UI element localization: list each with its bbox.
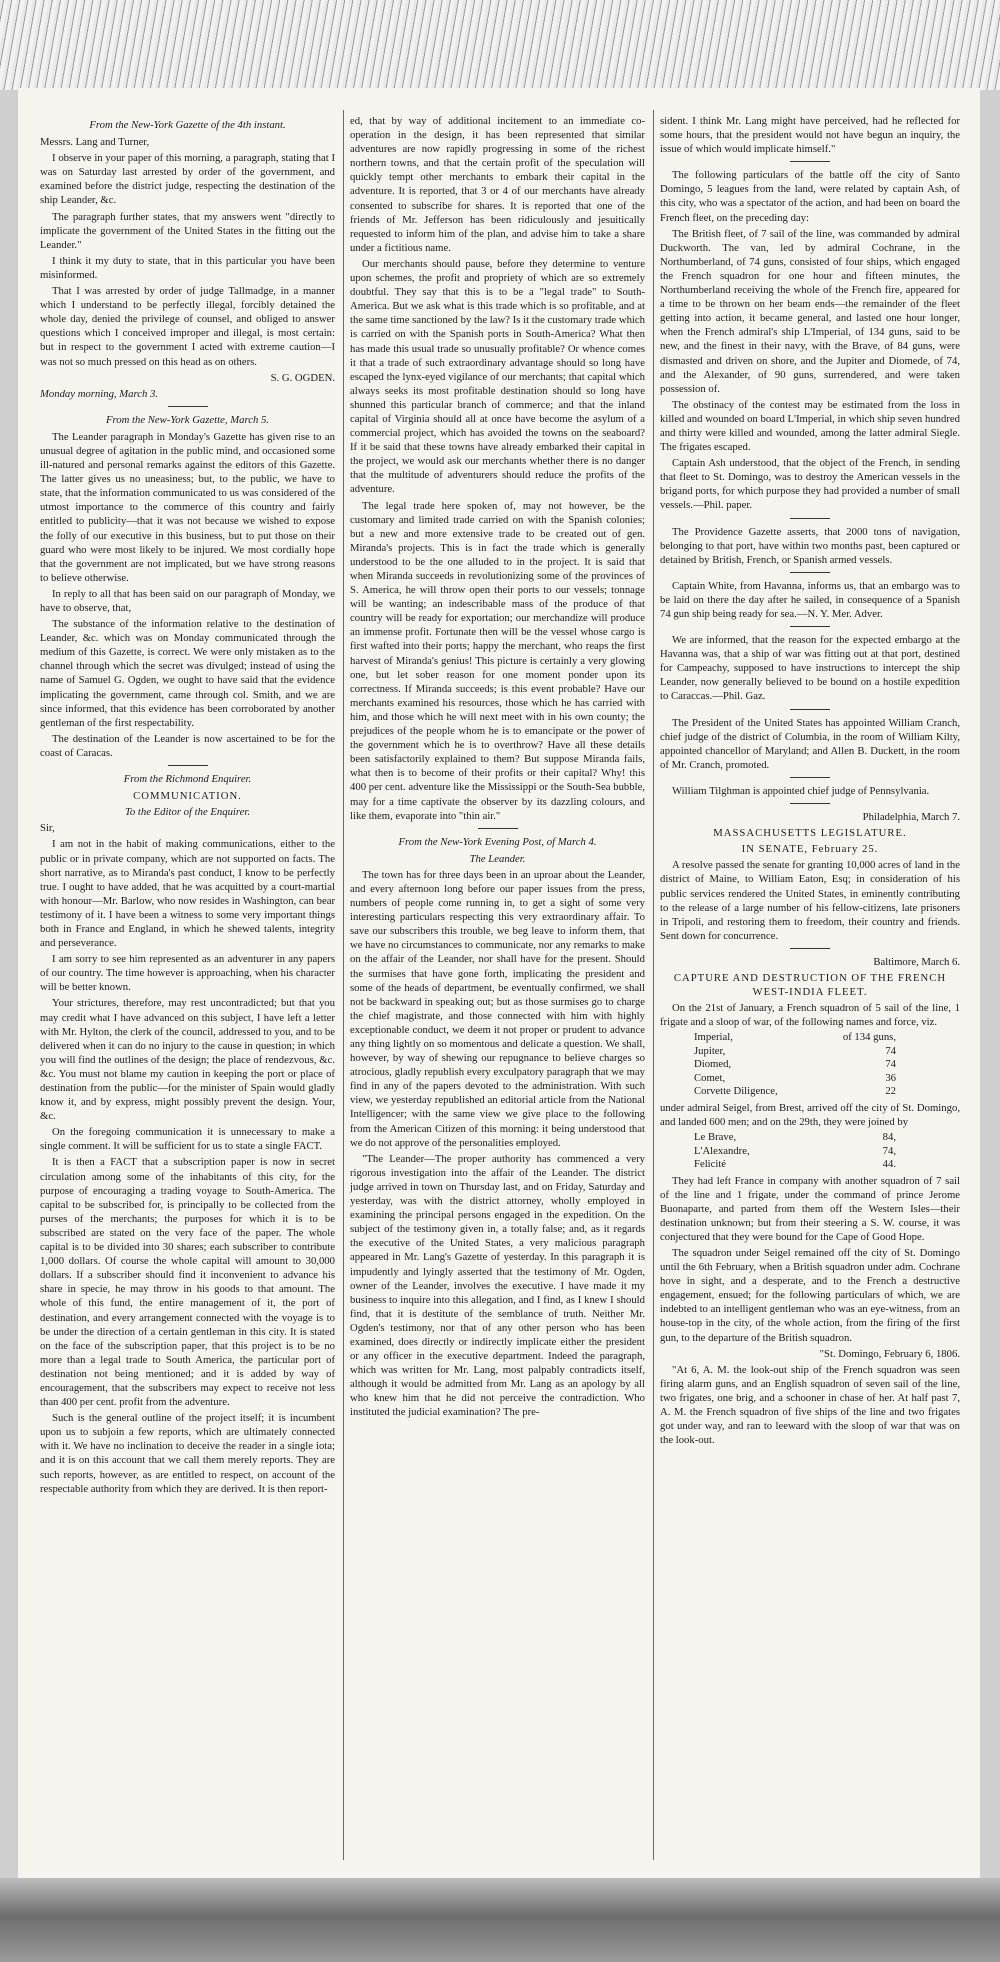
separator [790, 803, 830, 804]
ship-guns: 74 [885, 1058, 896, 1071]
section-subheading: To the Editor of the Enquirer. [124, 806, 251, 819]
source-line: From the New-York Gazette, March 5. [106, 413, 269, 426]
dateline: Monday morning, March 3. [40, 387, 159, 400]
paragraph: Your strictures, therefore, may rest uncontradicted; but that you may credit what I have advanced on this subject, I have left a letter with Mr. Hylton, the clerk of the council, addressed to you, and to be delivered when it can do no injury to the cause in question; in which you will find the outlines of the design; the place of rendezvous, &c. &c. You must not blame my caution in keeping the port or place of destination from the public—for the minister of Spain would gladly know it, and by express, might possibly prevent the design. Your, &c. [40, 997, 335, 1123]
ship-guns: 74, [882, 1144, 896, 1157]
paragraph: I am not in the habit of making communications, either to the public or in private company, which are not supported on facts. The short narrative, as to Miranda's past conduct, I know to be perfectly true. I ought to have added, that he was acquitted by a court-martial with honour—Mr. Barlow, who now resides in Washington, can bear testimony of it. I have been a witness to some very important things both in France and England, in which he shewed talents, integrity and perseverance. [40, 838, 335, 950]
dateline: Baltimore, March 6. [873, 955, 960, 968]
separator [168, 406, 208, 407]
column-3 [660, 114, 960, 1859]
paragraph: "At 6, A. M. the look-out ship of the French squadron was seen firing alarm guns, and an English squadron of seven sail of the line, two frigates, one brig, and a schooner in chase of her. At half past 7, A. M. the French squadron of five ships of the line and two frigates got under way, and ran to leeward with the sloop of war that was on the look-out. [660, 1363, 960, 1447]
salutation: Sir, [40, 822, 55, 835]
paragraph: The legal trade here spoken of, may not however, be the customary and limited trade carried on with the Spanish colonies; but a new and more extensive trade to be created out of gen. Miranda's projects. This is in fact the trade which is generally understood to be the one alluded to in the project. It is said that when Miranda succeeds in revolutionizing some of the provinces of S. America, he will throw open their ports to our vessels; tonnage will be wanting; an indescribable mass of the produce of that country will be ready for exportation; our merchandize will produce an immense profit. Fortunate then will be the vessel whose cargo is first wafted into their ports; happy the merchant, who reaps the first harvest of Miranda's genius! This picture is certainly a very glowing one, but let sober reason for one moment ponder upon its correctness. If Miranda succeeds; is this event probable? Have our merchants examined his resources, those which he has carried with him, and those which he will next meet with in his own county; the prejudices of the people whom he is to emancipate or the power of the government which he is to overthrow? Have all these details been satisfactorily explained to them? But suppose Miranda fails, what then is to become of their profits or their capital? Why! this 400 per cent. adventure like the Mississippi or the South-Sea bubble, may for a time captivate the observer by its dazzling colours, and like them, evaporate into "thin air." [350, 499, 645, 822]
paragraph: The substance of the information relative to the destination of Leander, &c. which was on Monday communicated through the medium of this Gazette, is correct. We were only mistaken as to the channel through which the secret was divulged; instead of using the name of Samuel G. Ogden, we ought to have said that the evidence implicating the government, came through col. Smith, and we are since informed, that this evidence has been corroborated by another gentleman of the first respectability. [40, 618, 335, 729]
paragraph: Captain Ash understood, that the object of the French, in sending that fleet to St. Domingo, was to destroy the American vessels in the brigand ports, for which purpose they had provided a number of small vessels.—Phil. paper. [660, 457, 960, 512]
paragraph: The paragraph further states, that my answers went "directly to implicate the government of the United States in the fitting out the Leander." [40, 210, 335, 251]
column-1 [40, 114, 335, 1859]
ship-name: Corvette Diligence, [694, 1085, 778, 1098]
paragraph: Our merchants should pause, before they determine to venture upon schemes, the profit and propriety of which are so extremely doubtful. They say that this is to be a "legal trade" to South-America. But we ask what is this trade which is so profitable, and at the same time sanctioned by the law? Is it the customary trade which is carried on with the Spanish ports in South-America? What then has made this usual trade so unusually profitable? Or whence comes it that a trade of such extraordinary advantage should so long have escaped the lynx-eyed vigilance of our merchants; that capital which always seeks its most profitable destination should so long have shunned this particular branch of commerce; and that the inland capital of Virginia should all at once have become the asylum of a commercial project, which has avoided the towns on the seaboard? If it be said that these towns have already embarked their capital in the project, we would ask our merchants whether there is no danger that the multitude of adventurers should reduce the profits of the adventure. [350, 257, 645, 496]
source-line: From the New-York Gazette of the 4th instant. [89, 119, 286, 131]
scan-bottom-edge [0, 1878, 1000, 1962]
ship-name: L'Alexandre, [694, 1144, 750, 1157]
signature: S. G. OGDEN. [270, 371, 335, 384]
paragraph: sident. I think Mr. Lang might have perceived, had he reflected for some hours, that the president would not have begun an inquiry, the issue of which would implicate himself." [660, 115, 960, 156]
scan-top-edge [0, 0, 1000, 90]
separator [790, 777, 830, 778]
ship-guns: 84, [882, 1131, 896, 1144]
paragraph: A resolve passed the senate for granting 10,000 acres of land in the district of Maine, to William Eaton, Esq; in consideration of his public services rendered the United States, in eminently contributing to the release of a large number of his fellow-citizens, late prisoners in Tripoli, and restoring them to freedom, their country and friends. Sent down for concurrence. [660, 859, 960, 942]
ship-guns: 44. [882, 1158, 896, 1171]
paragraph: "The Leander—The proper authority has commenced a very rigorous investigation into the affair of the Leander. The district judge arrived in town on Thursday last, and on Friday, Saturday and yesterday, was with the district attorney, wholly employed in examining the principal persons engaged in the expedition. On the subject of the testimony given in, a totally false; and, as it regards the executive of the United States, a very malicious paragraph appeared in Mr. Lang's Gazette of yesterday. In this paragraph it is impudently and lyingly asserted that the testimony of Mr. Ogden, owner of the Leander, involves the executive. I have made it my business to inquire into this allegation, and I find, as I knew I should find, that it is destitute of the semblance of truth. Neither Mr. Ogden's testimony, nor that of any other person who has been examined, does directly or indirectly implicate either the president or any officer in the executive department. Indeed the paragraph, which was written for Mr. Lang, most palpably contradicts itself, although it would be admitted from Mr. Lang as an apology by all who knew him that he did not perceive the contradiction. Who instituted the judicial examination? The pre- [350, 1152, 645, 1419]
table-row [690, 1045, 900, 1059]
section-heading: CAPTURE AND DESTRUCTION OF THE FRENCH WEST-INDIA FLEET. [673, 971, 947, 999]
dateline: "St. Domingo, February 6, 1806. [819, 1347, 960, 1360]
paragraph: In reply to all that has been said on our paragraph of Monday, we have to observe, that, [40, 587, 335, 614]
section-heading: COMMUNICATION. [133, 790, 242, 803]
paragraph: ed, that by way of additional incitement to an immediate co-operation in the design, it has been represented that similar adventures are now rapidly progressing in some of the richest northern towns, and that the certain profit of the speculation will quickly tempt other merchants to embark their capital in the adventure. It is reported, that 3 or 4 of our merchants have already consented to subscribe for shares. It is reported that one of the friends of Mr. Jefferson has been ridiculously and jesuitically requested to inform him of the plan, and advise him to take a share under a fictitious name. [350, 115, 645, 254]
source-line: From the New-York Evening Post, of March 4. [398, 835, 597, 848]
source-line: From the Richmond Enquirer. [123, 773, 252, 786]
table-row [690, 1072, 900, 1086]
separator [790, 709, 830, 710]
paragraph: The Providence Gazette asserts, that 2000 tons of navigation, belonging to that port, have within two months past, been captured or detained by British, French, or Spanish armed vessels. [660, 525, 960, 566]
paragraph: I think it my duty to state, that in this particular you have been misinformed. [40, 254, 335, 281]
ship-guns: 22 [885, 1085, 896, 1098]
paragraph: The British fleet, of 7 sail of the line, was commanded by admiral Duckworth. The van, led by admiral Cochrane, in the Northumberland, of 74 guns, consisted of four ships, which engaged the French squadron for one hour and fifteen minutes, the Northumberland receiving the whole of the French fire, appeared for a time to be thrown on her beam ends—the remainder of the fleet getting into action, it became general, and lasted one hour longer, when the French admiral's ship L'Imperial, of 134 guns, said to be new, and the finest in their navy, with the Brave, of 84 guns, were dismasted and driven on shore, and the Jupiter and Diomede, of 74, and the Alexander, of 90 guns, surrendered, and were taken possession of. [660, 227, 960, 395]
salutation: Messrs. Lang and Turner, [40, 136, 150, 149]
paragraph: Such is the general outline of the project itself; it is incumbent upon us to subjoin a few reports, which are ultimately connected with it. We have no inclination to deceive the reader in a single iota; and it is on this account that we call them merely reports. They are such reports, however, as are entitled to respect, on account of the respectable authority from which they are derived. It is then report- [40, 1412, 335, 1495]
paragraph: William Tilghman is appointed chief judge of Pennsylvania. [672, 784, 930, 797]
separator [790, 948, 830, 949]
table-row [690, 1158, 900, 1172]
paragraph: On the foregoing communication it is unnecessary to make a single comment. It will be sufficient for us to state a single FACT. [40, 1126, 335, 1153]
paragraph: under admiral Seigel, from Brest, arrived off the city of St. Domingo, and landed 600 men; and on the 29th, they were joined by [660, 1101, 960, 1128]
paragraph: It is then a FACT that a subscription paper is now in secret circulation among some of the inhabitants of this city, for the purpose of encouraging a trading voyage to South-America. The capital to be subscribed for, is principally to be collected from the purses of the merchants; the purposes for which it is to be subscribed are stated on the very face of the paper. The whole capital is to be divided into 30 shares; each subscriber to contribute 1,000 dollars. Of course the whole capital will amount to 30,000 dollars. If a subscriber should find it inconvenient to advance his share in specie, he may throw in his goods to that amount. The whole of this fund, the entire management of it, the port of destination, and every arrangement connected with the voyage is to be under the direction of a certain gentleman in this city. It is stated on the face of the subscription paper, that this project is to be no more than a legal trade to South America, the particular port of destination not being mentioned; and it is added by way of encouragement, that the subscribers may expect to receive not less than 400 per cent. profit from the adventure. [40, 1156, 335, 1409]
ship-name: Imperial, [694, 1031, 733, 1044]
fleet-table-1 [690, 1031, 900, 1099]
separator [168, 765, 208, 766]
paragraph: The obstinacy of the contest may be estimated from the loss in killed and wounded on board L'Imperial, in which ship seven hundred and thirty were killed and wounded, among the latter admiral Siegle. The frigates escaped. [660, 398, 960, 454]
paragraph: The following particulars of the battle off the city of Santo Domingo, 5 leagues from the land, were related by captain Ash, of this city, who was a spectator of the action, and had been on board the French fleet, on the preceding day: [660, 169, 960, 224]
ship-guns: 36 [885, 1071, 896, 1084]
paragraph: The destination of the Leander is now ascertained to be for the coast of Caracas. [40, 732, 335, 759]
column-rule [343, 110, 344, 1860]
table-row [690, 1031, 900, 1045]
column-2 [350, 114, 645, 1859]
fleet-table-2 [690, 1131, 900, 1172]
table-row [690, 1058, 900, 1072]
ship-guns: 74 [885, 1044, 896, 1057]
table-row [690, 1131, 900, 1145]
paragraph: The squadron under Seigel remained off the city of St. Domingo until the 6th February, when a British squadron under adm. Cochrane hove in sight, and a desperate, and to the French a destructive engagement, ensued; for the following particulars of which, we are indebted to an intelligent gentleman who was an eye-witness, from an house-top in the city, of the whole action, from the firing of the first gun, to the departure of the British squadron. [660, 1247, 960, 1344]
separator [790, 518, 830, 519]
column-rule [653, 110, 654, 1860]
paragraph: The town has for three days been in an uproar about the Leander, and every afternoon long before our paper issues from the press, numbers of people come running in, to get a sight of some very interesting particulars respecting this very extraordinary affair. To save our subscribers this trouble, we beg leave to inform them, that we have no circumstances to communicate, nor any remarks to make on the affair of the Leander, nor shall have for the present. Should the surmises that have gone forth, implicating the president and some of the heads of department, be eventually confirmed, we shall not be backward in speaking out; but as those surmises go to charge the chief magistrate, and those connected with him with highly exceptionable conduct, we deem it not proper or prudent to advance any thing lightly on so momentous and delicate a question. We shall, however, by way of shewing our repugnance to believe charges so atrocious, gladly republish every exculpatory paragraph that we may find in any of the papers devoted to the administration. With such view, we yesterday republished an editorial article from the National Intelligencer; with the same view we give place to the following from the American Citizen of this morning: it being understood that we do not approve of the personalities employed. [350, 868, 645, 1149]
paragraph: I am sorry to see him represented as an adventurer in any papers of our country. The time however is approaching, when his character will be better known. [40, 953, 335, 994]
ship-name: Comet, [694, 1071, 726, 1084]
ship-name: Felicité [694, 1158, 727, 1171]
paragraph: I observe in your paper of this morning, a paragraph, stating that I was on Saturday last arrested by order of the government, and examined before the district judge, respecting the destination of the ship Leander, &c. [40, 152, 335, 207]
ship-guns: of 134 guns, [842, 1031, 896, 1044]
section-subheading: The Leander. [469, 852, 526, 865]
dateline: Philadelphia, March 7. [862, 811, 960, 824]
paragraph: Captain White, from Havanna, informs us, that an embargo was to be laid on there the day after he sailed, in consequence of a Spanish 74 gun ship being ready for sea.—N. Y. Mer. Adver. [660, 579, 960, 620]
table-row [690, 1085, 900, 1099]
separator [790, 572, 830, 573]
paragraph: They had left France in company with another squadron of 7 sail of the line and 1 frigate, under the command of prince Jerome Buonaparte, and parted from them off the Western Isles—their destination unknown; but from their steering a S. W. course, it was conjectured that they were bound for the Cape of Good Hope. [660, 1174, 960, 1243]
ship-name: Jupiter, [694, 1044, 726, 1057]
separator [790, 626, 830, 627]
paragraph: On the 21st of January, a French squadron of 5 sail of the line, 1 frigate and a sloop of war, of the following names and force, viz. [660, 1002, 960, 1029]
separator [790, 161, 830, 162]
table-row [690, 1145, 900, 1159]
separator [478, 828, 518, 829]
paragraph: We are informed, that the reason for the expected embargo at the Havanna was, that a ship of war was fitting out at that port, destined for Campeachy, supposed to have instructions to intercept the ship Leander, now generally believed to be bound on a hostile expedition to Caraccas.—Phil. Gaz. [660, 634, 960, 703]
paragraph: The President of the United States has appointed William Cranch, chief judge of the district of Columbia, in the room of William Kilty, appointed chancellor of Maryland; and Allen B. Duckett, in the room of Mr. Cranch, promoted. [660, 716, 960, 771]
paragraph: The Leander paragraph in Monday's Gazette has given rise to an unusual degree of agitation in the public mind, and occasioned some ill-natured and personal remarks against the editors of this Gazette. The latter gives us no uneasiness; but, to the public, we have to state, that the information communicated to us was considered of the utmost importance to the commerce of this country and fairly entitled to publicity—that it was not because we wished to expose the folly of our executive in this business, but to put those on their guard who were most likely to be injured. We most cordially hope that the government are not implicated, but we have strong reasons to believe otherwise. [40, 430, 335, 584]
ship-name: Diomed, [694, 1058, 732, 1071]
ship-name: Le Brave, [694, 1131, 737, 1144]
section-heading: MASSACHUSETTS LEGISLATURE. [713, 827, 907, 840]
newspaper-page [18, 88, 980, 1878]
paragraph: That I was arrested by order of judge Tallmadge, in a manner which I understand to be perfectly illegal, forcibly detained the whole day, denied the privilege of counsel, and obliged to answer questions which I conceived improper and illegal, is most certain: but in respect to the government I acted with extreme caution—I was not so much pressed on this head as on others. [40, 285, 335, 368]
section-subheading: IN SENATE, February 25. [741, 843, 879, 856]
